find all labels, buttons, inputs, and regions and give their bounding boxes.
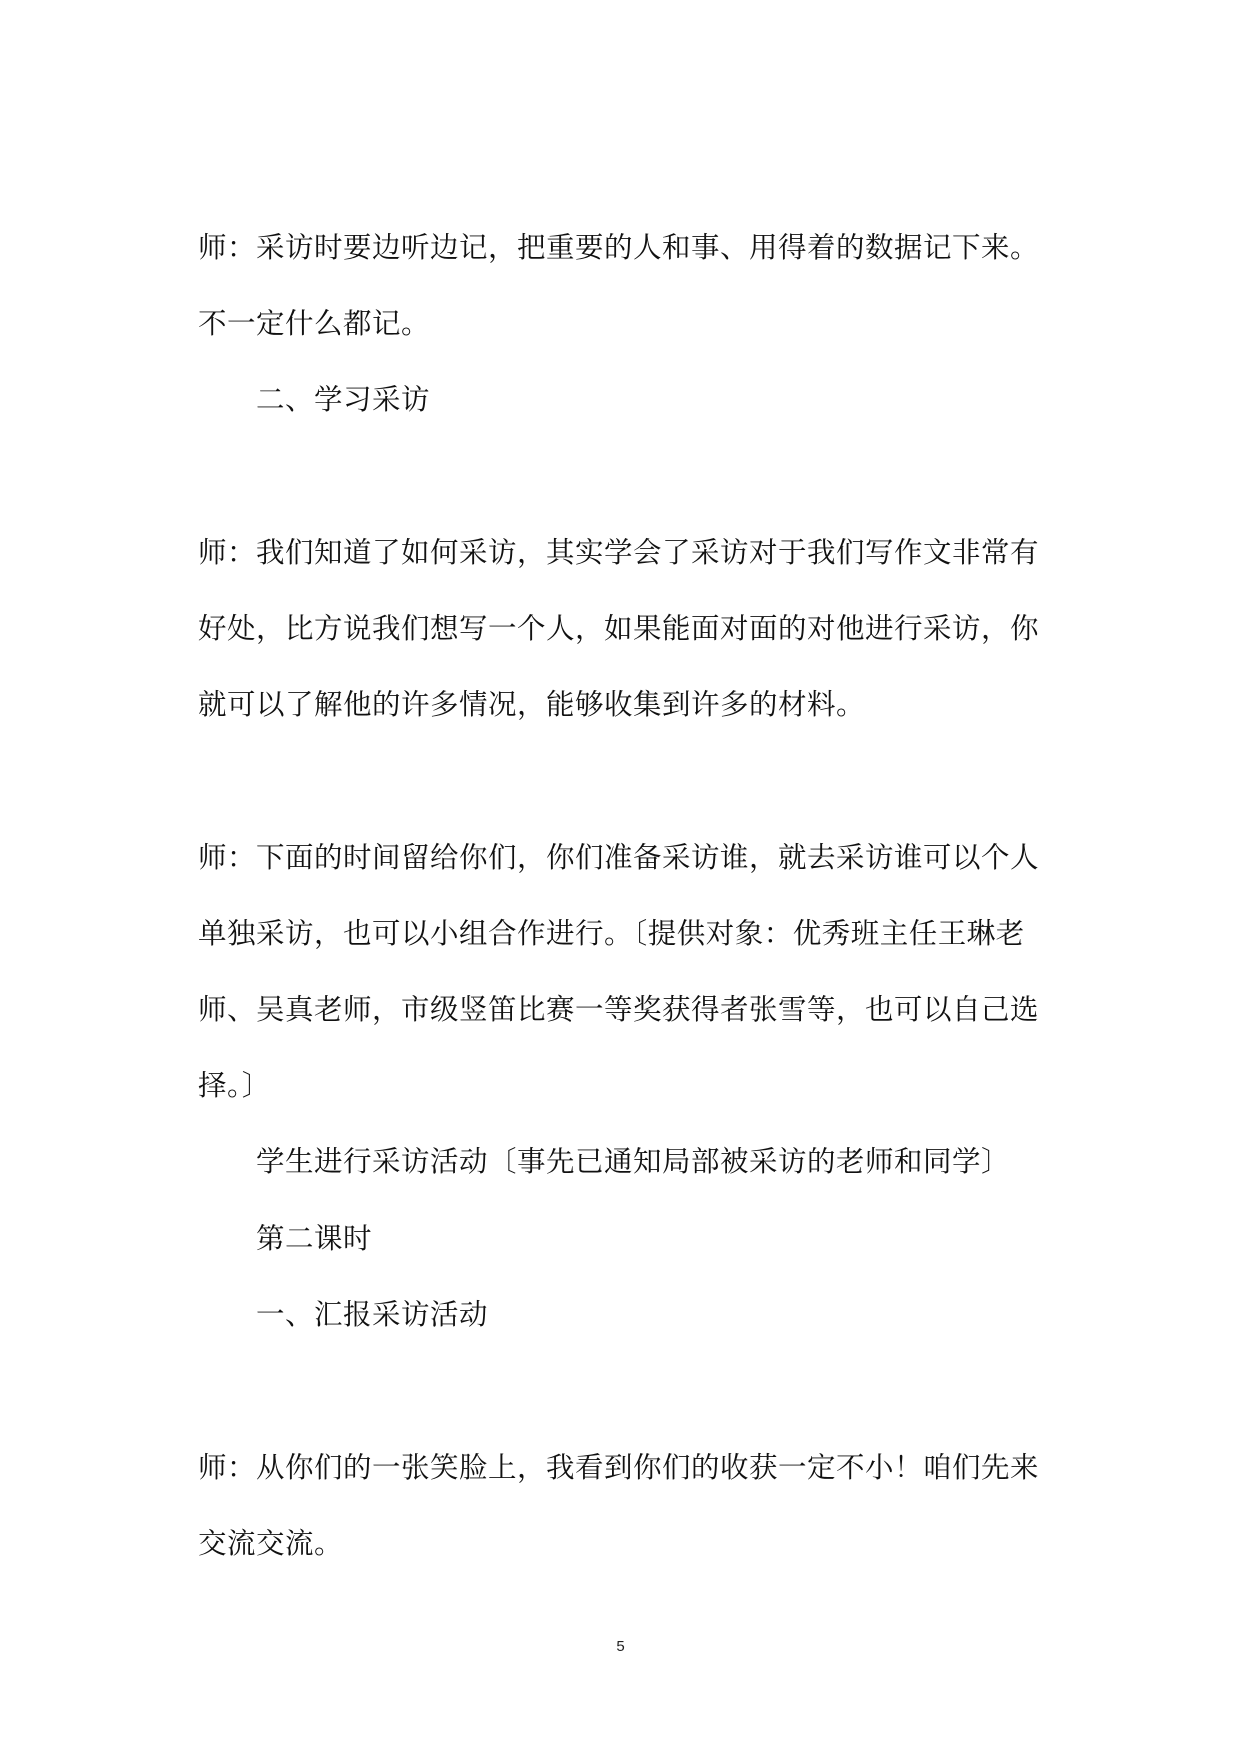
text-line: 不一定什么都记。 [198, 307, 431, 340]
text-line: 交流交流。 [198, 1527, 344, 1560]
text-line: 师：采访时要边听边记，把重要的人和事、用得着的数据记下来。 [198, 231, 1040, 264]
text-line: 师：下面的时间留给你们，你们准备采访谁，就去采访谁可以个人 [198, 841, 1040, 874]
text-line: 学生进行采访活动〔事先已通知局部被采访的老师和同学〕 [256, 1145, 1011, 1178]
text-line: 好处，比方说我们想写一个人，如果能面对面的对他进行采访，你 [198, 612, 1040, 645]
section-heading: 一、汇报采访活动 [256, 1298, 489, 1331]
text-line: 师：从你们的一张笑脸上，我看到你们的收获一定不小！咱们先来 [198, 1451, 1040, 1484]
page-number: 5 [616, 1638, 625, 1655]
text-line: 就可以了解他的许多情况，能够收集到许多的材料。 [198, 688, 866, 721]
lesson-heading: 第二课时 [256, 1222, 373, 1255]
section-heading: 二、学习采访 [256, 383, 431, 416]
text-line: 择。〕 [198, 1069, 271, 1102]
text-line: 师：我们知道了如何采访，其实学会了采访对于我们写作文非常有 [198, 536, 1040, 569]
text-line: 师、吴真老师，市级竖笛比赛一等奖获得者张雪等，也可以自己选 [198, 993, 1040, 1026]
text-line: 单独采访，也可以小组合作进行。〔提供对象：优秀班主任王琳老 [198, 917, 1025, 950]
